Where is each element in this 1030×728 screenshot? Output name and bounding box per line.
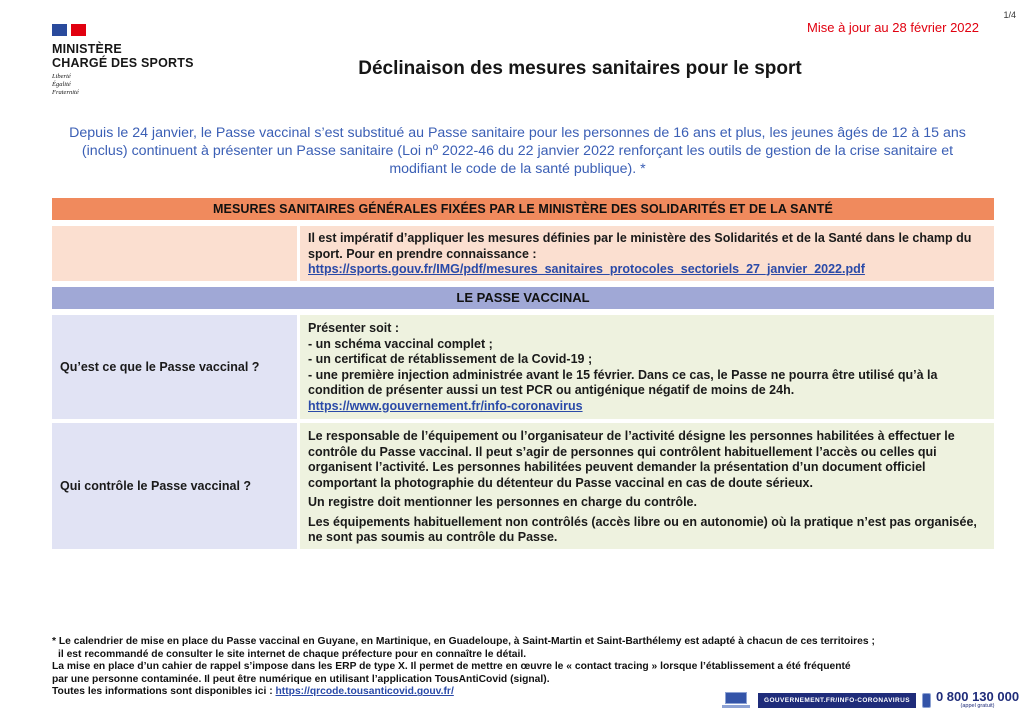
question-what-is-passe: Qu’est ce que le Passe vaccinal ? [52,315,297,419]
motto-fraternite: Fraternité [52,89,79,96]
footnote-line: La mise en place d’un cahier de rappel s’impose dans les ERP de type X. Il permet de mettre en œuvre le « contact tracing » lorsque l’établissement a été fréquenté [52,661,851,673]
general-measures-label-cell [52,226,297,281]
protocols-pdf-link[interactable]: https://sports.gouv.fr/IMG/pdf/mesures_sanitaires_protocoles_sectoriels_27_janvier_2022.pdf [308,262,865,276]
answer-paragraph: Les équipements habituellement non contrôlés (accès libre ou en autonomie) où la pratique n’est pas organisée, ne sont pas soumis au contrôle du Passe. [308,514,977,544]
general-measures-row [52,226,994,281]
page-number: 1/4 [1003,10,1016,20]
table-row [52,423,994,549]
phone-number: 0 800 130 000 [935,689,1020,704]
answer-line: - un schéma vaccinal complet ; [308,336,493,351]
gouvernement-info-button[interactable]: GOUVERNEMENT.FR/INFO-CORONAVIRUS [758,693,916,708]
general-measures-content [300,226,994,281]
motto-liberte: Liberté [52,73,71,80]
general-measures-text: Il est impératif d’appliquer les mesures définies par le ministère des Solidarités et de la Santé dans le champ du sport. Pour en prendre connaissance : [308,231,972,261]
footnote-info-prefix: Toutes les informations sont disponibles ici : [52,686,276,698]
page-title [0,58,1030,80]
answer-paragraph: Le responsable de l’équipement ou l’organisateur de l’activité désigne les personnes habilitées à effectuer le contrôle du Passe vaccinal. Il peut s’agir de personnes qui contrôlent habituellement l’accès ou celles qui organisent l’activité. Les personnes habilitées peuvent demander la présentation d’un document officiel comportant la photographie du détenteur du Passe vaccinal en cas de doute sérieux. [308,429,955,490]
update-date: Mise à jour au 28 février 2022 [807,20,979,35]
answer-line: - un certificat de rétablissement de la Covid-19 ; [308,352,593,366]
section-heading-general: MESURES SANITAIRES GÉNÉRALES FIXÉES PAR LE MINISTÈRE DES SOLIDARITÉS ET DE LA SANTÉ [52,198,994,220]
contact-banner [722,690,1019,710]
table-row [52,315,994,419]
answer-paragraph: Un registre doit mentionner les personnes en charge du contrôle. [308,495,697,509]
phone-block [936,690,1019,710]
answer-line: - une première injection administrée avant le 15 février. Dans ce cas, le Passe ne pourra être utilisé qu’à la condition de présenter aussi un test PCR ou antigénique négatif de moins de 24h. [308,367,938,397]
motto-egalite: Égalité [52,81,71,88]
marianne-flag-icon [52,24,86,36]
footnote-line: il est recommandé de consulter le site internet de chaque préfecture pour en connaître le détail. [58,648,527,660]
ministry-line-1: MINISTÈRE [52,42,122,56]
question-who-controls: Qui contrôle le Passe vaccinal ? [52,423,297,549]
answer-who-controls [300,423,994,549]
page-title-text: Déclinaison des mesures sanitaires pour le sport [358,58,802,79]
intro-paragraph: Depuis le 24 janvier, le Passe vaccinal s’est substitué au Passe sanitaire pour les personnes de 16 ans et plus, les jeunes âgés de 12 à 15 ans (inclus) continuent à présenter un Passe sanitaire (Loi nº 2022-46 du 22 janvier 2022 renforçant les outils de gestion de la crise sanitaire et modifiant le code de la santé publique). * [69,125,966,177]
phone-note: (appel gratuit) [960,703,995,709]
info-coronavirus-link[interactable]: https://www.gouvernement.fr/info-coronavirus [308,398,583,413]
phone-icon [922,693,931,708]
footnote-line: * Le calendrier de mise en place du Passe vaccinal en Guyane, en Martinique, en Guadeloupe, à Saint-Martin et Saint-Barthélemy est adapté à chacun de ces territoires ; [52,636,875,647]
answer-what-is-passe [300,315,994,419]
section-heading-passe: LE PASSE VACCINAL [52,287,994,309]
answer-line: Présenter soit : [308,321,400,335]
tousanticovid-link[interactable]: https://qrcode.tousanticovid.gouv.fr/ [275,686,454,698]
laptop-icon [722,692,750,708]
footnote-line: par une personne contaminée. Il peut être numérique en utilisant l’application TousAntiCovid (signal). [52,673,550,685]
ministry-line-2: CHARGÉ DES SPORTS [52,56,194,70]
